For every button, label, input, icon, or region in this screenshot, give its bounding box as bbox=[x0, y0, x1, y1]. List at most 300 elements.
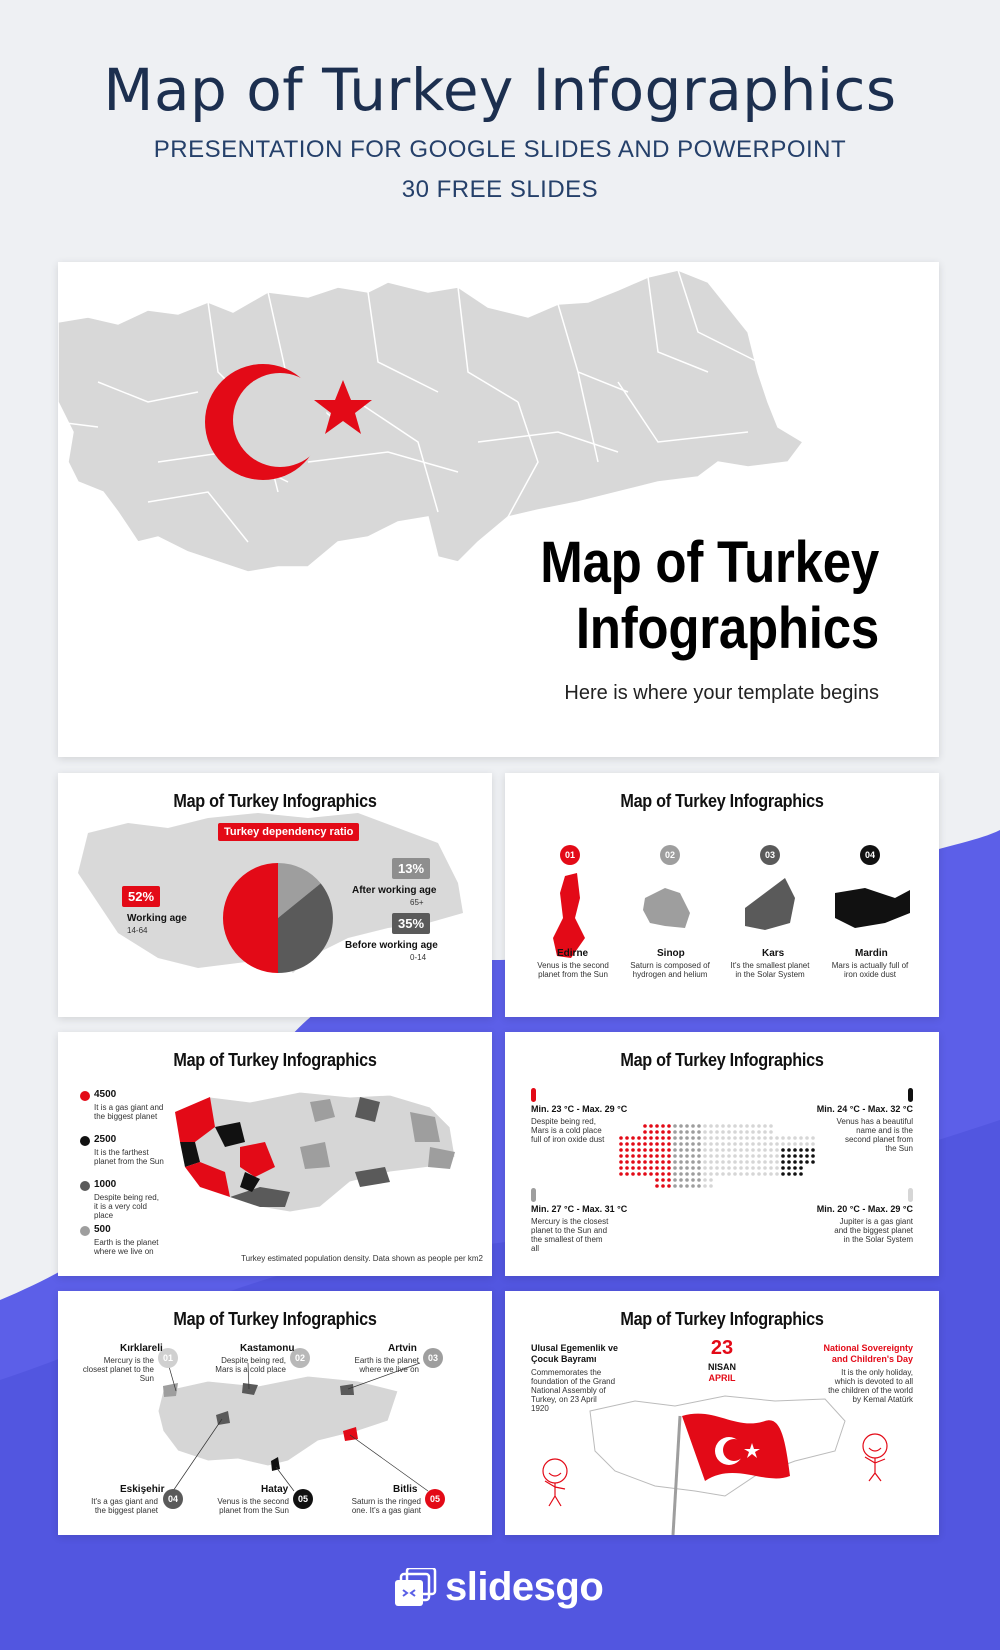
map-dot bbox=[739, 1160, 743, 1164]
before-working-pct: 35% bbox=[392, 913, 430, 934]
legend-desc: It is a gas giant and the biggest planet bbox=[94, 1103, 164, 1121]
map-dot bbox=[667, 1178, 671, 1182]
map-dot bbox=[787, 1166, 791, 1170]
legend-red-dot bbox=[80, 1091, 90, 1101]
city-number: 04 bbox=[163, 1489, 183, 1509]
map-dot bbox=[709, 1160, 713, 1164]
map-dot bbox=[625, 1154, 629, 1158]
slide-temperature[interactable] bbox=[505, 1032, 939, 1276]
before-working-label: Before working age bbox=[345, 940, 438, 951]
map-dot bbox=[721, 1130, 725, 1134]
map-dot bbox=[625, 1166, 629, 1170]
map-dot bbox=[769, 1160, 773, 1164]
city-desc: It's a gas giant and the biggest planet bbox=[91, 1497, 158, 1515]
map-dot bbox=[679, 1184, 683, 1188]
map-dot bbox=[703, 1160, 707, 1164]
map-dot bbox=[679, 1172, 683, 1176]
map-dot bbox=[793, 1160, 797, 1164]
map-dot bbox=[643, 1148, 647, 1152]
map-dot bbox=[697, 1178, 701, 1182]
map-dot bbox=[697, 1142, 701, 1146]
map-dot bbox=[697, 1130, 701, 1134]
map-dot bbox=[775, 1154, 779, 1158]
city-name: Kastamonu bbox=[240, 1343, 295, 1354]
map-dot bbox=[643, 1154, 647, 1158]
slide-title: Map of Turkey Infographics bbox=[620, 1050, 824, 1070]
map-dot bbox=[703, 1178, 707, 1182]
map-dot bbox=[727, 1160, 731, 1164]
slide-provinces[interactable] bbox=[505, 773, 939, 1017]
map-dot bbox=[691, 1130, 695, 1134]
map-dot bbox=[709, 1172, 713, 1176]
map-dot bbox=[739, 1154, 743, 1158]
map-dot bbox=[649, 1148, 653, 1152]
before-working-range: 0-14 bbox=[410, 953, 427, 962]
map-dot bbox=[631, 1160, 635, 1164]
holiday-month-tr: NISAN bbox=[707, 1362, 736, 1372]
map-dot bbox=[769, 1130, 773, 1134]
map-dot bbox=[709, 1154, 713, 1158]
cover-title-line1: Map of Turkey bbox=[540, 530, 879, 595]
working-age-label: Working age bbox=[127, 913, 187, 924]
map-dot bbox=[673, 1172, 677, 1176]
map-dot bbox=[703, 1154, 707, 1158]
map-dot bbox=[625, 1160, 629, 1164]
map-dot bbox=[619, 1160, 623, 1164]
map-dot bbox=[721, 1154, 725, 1158]
cover-title-line2: Infographics bbox=[575, 596, 879, 661]
map-dot bbox=[649, 1136, 653, 1140]
map-dot bbox=[673, 1136, 677, 1140]
map-dot bbox=[811, 1136, 815, 1140]
map-dot bbox=[673, 1130, 677, 1134]
brand-logo bbox=[393, 1565, 603, 1610]
province-desc: Saturn is composed of hydrogen and helium bbox=[630, 961, 710, 979]
map-dot bbox=[667, 1136, 671, 1140]
map-dot bbox=[673, 1160, 677, 1164]
temperature-desc: Jupiter is a gas giant and the biggest planet in the Solar System bbox=[834, 1217, 913, 1244]
map-dot bbox=[667, 1184, 671, 1188]
city-name: Artvin bbox=[388, 1343, 417, 1354]
city-desc: Venus is the second planet from the Sun bbox=[217, 1497, 289, 1515]
map-dot bbox=[619, 1166, 623, 1170]
map-dot bbox=[697, 1124, 701, 1128]
map-dot bbox=[781, 1154, 785, 1158]
map-dot bbox=[757, 1136, 761, 1140]
map-dot bbox=[739, 1166, 743, 1170]
map-dot bbox=[793, 1142, 797, 1146]
map-dot bbox=[733, 1160, 737, 1164]
map-dot bbox=[697, 1184, 701, 1188]
map-dot bbox=[637, 1142, 641, 1146]
map-dot bbox=[805, 1136, 809, 1140]
map-dot bbox=[649, 1172, 653, 1176]
map-dot bbox=[733, 1148, 737, 1152]
map-dot bbox=[619, 1142, 623, 1146]
map-dot bbox=[691, 1160, 695, 1164]
map-dot bbox=[649, 1124, 653, 1128]
map-dot bbox=[673, 1148, 677, 1152]
thermometer-icon bbox=[531, 1188, 536, 1202]
map-dot bbox=[685, 1124, 689, 1128]
temperature-range: Min. 20 °C - Max. 29 °C bbox=[816, 1204, 913, 1214]
map-dot bbox=[739, 1142, 743, 1146]
cover-tagline: Here is where your template begins bbox=[564, 682, 879, 704]
map-dot bbox=[691, 1178, 695, 1182]
province-name: Sinop bbox=[657, 948, 685, 959]
map-dot bbox=[685, 1160, 689, 1164]
map-dot bbox=[643, 1160, 647, 1164]
map-dot bbox=[793, 1136, 797, 1140]
map-dot bbox=[721, 1124, 725, 1128]
temperature-range: Min. 24 °C - Max. 32 °C bbox=[816, 1104, 913, 1114]
map-dot bbox=[691, 1166, 695, 1170]
map-dot bbox=[685, 1166, 689, 1170]
map-dot bbox=[745, 1148, 749, 1152]
legend-desc: Despite being red, it is a very cold place bbox=[94, 1193, 159, 1220]
province-number: 03 bbox=[760, 845, 780, 865]
map-dot bbox=[643, 1136, 647, 1140]
slide-title: Map of Turkey Infographics bbox=[620, 1309, 824, 1329]
map-dot bbox=[751, 1148, 755, 1152]
map-dot bbox=[673, 1166, 677, 1170]
map-dot bbox=[727, 1172, 731, 1176]
legend-value: 4500 bbox=[94, 1089, 117, 1100]
map-dot bbox=[691, 1136, 695, 1140]
map-dot bbox=[661, 1148, 665, 1152]
legend-black-dot bbox=[80, 1136, 90, 1146]
map-dot bbox=[799, 1136, 803, 1140]
map-dot bbox=[697, 1172, 701, 1176]
dependency-pie-chart bbox=[218, 858, 338, 978]
map-dot bbox=[637, 1148, 641, 1152]
map-dot bbox=[679, 1142, 683, 1146]
map-dot bbox=[673, 1184, 677, 1188]
map-dot bbox=[673, 1154, 677, 1158]
temperature-desc: Mercury is the closest planet to the Sun and the smallest of them all bbox=[531, 1217, 609, 1253]
map-dot bbox=[619, 1148, 623, 1152]
map-dot bbox=[769, 1136, 773, 1140]
working-age-range: 14-64 bbox=[127, 926, 148, 935]
map-dot bbox=[709, 1142, 713, 1146]
map-dot bbox=[733, 1124, 737, 1128]
map-dot bbox=[805, 1160, 809, 1164]
city-number: 03 bbox=[423, 1348, 443, 1368]
map-dot bbox=[787, 1160, 791, 1164]
holiday-desc-en: It is the only holiday, which is devoted to all the children of the world by Kemal Atatürk bbox=[828, 1368, 913, 1404]
map-dot bbox=[739, 1130, 743, 1134]
map-dot bbox=[727, 1124, 731, 1128]
map-dot bbox=[739, 1124, 743, 1128]
map-dot bbox=[781, 1142, 785, 1146]
map-dot bbox=[655, 1136, 659, 1140]
map-dot bbox=[727, 1166, 731, 1170]
city-desc: Earth is the planet where we live on bbox=[354, 1356, 419, 1374]
map-dot bbox=[811, 1142, 815, 1146]
map-dot bbox=[727, 1130, 731, 1134]
map-dot bbox=[811, 1160, 815, 1164]
map-dot bbox=[679, 1148, 683, 1152]
city-desc: Despite being red, Mars is a cold place bbox=[215, 1356, 286, 1374]
map-dot bbox=[721, 1166, 725, 1170]
map-dot bbox=[667, 1130, 671, 1134]
map-dot bbox=[715, 1148, 719, 1152]
city-name: Kırklareli bbox=[120, 1343, 163, 1354]
map-dot bbox=[733, 1142, 737, 1146]
map-dot bbox=[655, 1184, 659, 1188]
map-dot bbox=[661, 1130, 665, 1134]
map-dot bbox=[769, 1154, 773, 1158]
thermometer-icon bbox=[531, 1088, 536, 1102]
slide-population-density[interactable] bbox=[58, 1032, 492, 1276]
map-dot bbox=[667, 1160, 671, 1164]
map-dot bbox=[793, 1148, 797, 1152]
legend-grey-dot bbox=[80, 1226, 90, 1236]
holiday-month-en: APRIL bbox=[708, 1373, 736, 1383]
map-dot bbox=[781, 1166, 785, 1170]
map-dot bbox=[661, 1154, 665, 1158]
province-name: Kars bbox=[762, 948, 785, 959]
map-dot bbox=[751, 1142, 755, 1146]
map-dot bbox=[631, 1148, 635, 1152]
city-name: Eskişehir bbox=[120, 1484, 165, 1495]
map-dot bbox=[625, 1142, 629, 1146]
map-dot bbox=[685, 1148, 689, 1152]
map-dot bbox=[691, 1124, 695, 1128]
slide-dependency-ratio[interactable] bbox=[58, 773, 492, 1017]
map-dot bbox=[685, 1172, 689, 1176]
city-desc: Mercury is the closest planet to the Sun bbox=[82, 1356, 154, 1383]
dependency-badge: Turkey dependency ratio bbox=[218, 823, 359, 841]
map-dot bbox=[637, 1154, 641, 1158]
province-desc: It's the smallest planet in the Solar System bbox=[730, 961, 810, 979]
map-dot bbox=[655, 1142, 659, 1146]
map-dot bbox=[775, 1148, 779, 1152]
map-dot bbox=[787, 1136, 791, 1140]
legend-value: 1000 bbox=[94, 1179, 117, 1190]
map-dot bbox=[661, 1124, 665, 1128]
map-dot bbox=[685, 1178, 689, 1182]
map-dot bbox=[661, 1142, 665, 1146]
map-dot bbox=[655, 1172, 659, 1176]
map-dot bbox=[781, 1160, 785, 1164]
slide-title: Map of Turkey Infographics bbox=[173, 791, 377, 811]
map-dot bbox=[733, 1136, 737, 1140]
map-dot bbox=[679, 1178, 683, 1182]
map-dot bbox=[667, 1172, 671, 1176]
map-dot bbox=[649, 1154, 653, 1158]
map-dot bbox=[781, 1148, 785, 1152]
working-age-pct: 52% bbox=[122, 886, 160, 907]
map-dot bbox=[703, 1172, 707, 1176]
map-dot bbox=[685, 1130, 689, 1134]
province-desc: Venus is the second planet from the Sun bbox=[537, 961, 609, 979]
map-dot bbox=[697, 1148, 701, 1152]
map-dot bbox=[679, 1136, 683, 1140]
map-dot bbox=[799, 1172, 803, 1176]
holiday-title-en: National Sovereignty and Children's Day bbox=[823, 1343, 913, 1364]
map-dot bbox=[739, 1136, 743, 1140]
map-dot bbox=[715, 1130, 719, 1134]
temperature-range: Min. 27 °C - Max. 31 °C bbox=[531, 1204, 628, 1214]
cover-slide[interactable] bbox=[58, 262, 939, 757]
map-dot bbox=[643, 1142, 647, 1146]
map-dot bbox=[751, 1136, 755, 1140]
map-dot bbox=[643, 1166, 647, 1170]
map-dot bbox=[637, 1166, 641, 1170]
province-name: Edirne bbox=[557, 948, 589, 959]
map-dot bbox=[769, 1142, 773, 1146]
map-dot bbox=[763, 1148, 767, 1152]
map-dot bbox=[793, 1172, 797, 1176]
map-dot bbox=[655, 1124, 659, 1128]
map-dot bbox=[769, 1124, 773, 1128]
map-dot bbox=[685, 1184, 689, 1188]
city-number: 02 bbox=[290, 1348, 310, 1368]
map-dot bbox=[667, 1148, 671, 1152]
map-dot bbox=[775, 1142, 779, 1146]
map-dot bbox=[721, 1172, 725, 1176]
map-dot bbox=[655, 1148, 659, 1152]
province-number: 02 bbox=[660, 845, 680, 865]
legend-desc: Earth is the planet where we live on bbox=[94, 1238, 159, 1256]
map-dot bbox=[799, 1154, 803, 1158]
slide-cities[interactable] bbox=[58, 1291, 492, 1535]
map-dot bbox=[631, 1166, 635, 1170]
map-dot bbox=[655, 1130, 659, 1134]
temperature-dot-map bbox=[617, 1122, 817, 1212]
map-dot bbox=[715, 1124, 719, 1128]
map-dot bbox=[637, 1160, 641, 1164]
map-dot bbox=[727, 1136, 731, 1140]
map-dot bbox=[763, 1124, 767, 1128]
map-dot bbox=[745, 1130, 749, 1134]
map-dot bbox=[733, 1166, 737, 1170]
page-subtitle: PRESENTATION FOR GOOGLE SLIDES AND POWERPOINT bbox=[153, 136, 847, 163]
map-dot bbox=[763, 1130, 767, 1134]
map-dot bbox=[745, 1142, 749, 1146]
holiday-title-tr: Ulusal Egemenlik ve Çocuk Bayramı bbox=[531, 1343, 619, 1364]
thermometer-icon bbox=[908, 1088, 913, 1102]
map-dot bbox=[745, 1160, 749, 1164]
map-dot bbox=[709, 1136, 713, 1140]
map-dot bbox=[757, 1124, 761, 1128]
province-desc: Mars is actually full of iron oxide dust bbox=[831, 961, 909, 979]
map-dot bbox=[751, 1160, 755, 1164]
map-dot bbox=[763, 1172, 767, 1176]
map-dot bbox=[703, 1166, 707, 1170]
page-title: Map of Turkey Infographics bbox=[103, 56, 897, 124]
map-dot bbox=[691, 1148, 695, 1152]
map-dot bbox=[727, 1154, 731, 1158]
map-dot bbox=[619, 1136, 623, 1140]
map-dot bbox=[787, 1142, 791, 1146]
after-working-label: After working age bbox=[352, 885, 437, 896]
map-dot bbox=[703, 1124, 707, 1128]
map-dot bbox=[811, 1148, 815, 1152]
map-dot bbox=[733, 1172, 737, 1176]
map-dot bbox=[811, 1154, 815, 1158]
after-working-range: 65+ bbox=[410, 898, 424, 907]
map-dot bbox=[751, 1172, 755, 1176]
map-dot bbox=[679, 1124, 683, 1128]
map-dot bbox=[769, 1172, 773, 1176]
map-dot bbox=[619, 1154, 623, 1158]
province-number: 04 bbox=[860, 845, 880, 865]
city-name: Hatay bbox=[261, 1484, 289, 1495]
map-dot bbox=[679, 1154, 683, 1158]
map-dot bbox=[751, 1130, 755, 1134]
city-name: Bitlis bbox=[393, 1484, 418, 1495]
map-dot bbox=[763, 1142, 767, 1146]
map-dot bbox=[775, 1136, 779, 1140]
map-dot bbox=[631, 1154, 635, 1158]
map-dot bbox=[799, 1166, 803, 1170]
map-dot bbox=[739, 1148, 743, 1152]
map-dot bbox=[763, 1136, 767, 1140]
map-dot bbox=[685, 1142, 689, 1146]
map-dot bbox=[757, 1166, 761, 1170]
map-dot bbox=[649, 1160, 653, 1164]
map-dot bbox=[805, 1148, 809, 1152]
map-dot bbox=[697, 1136, 701, 1140]
map-dot bbox=[655, 1154, 659, 1158]
cover-title bbox=[540, 530, 879, 662]
map-dot bbox=[667, 1124, 671, 1128]
map-dot bbox=[763, 1154, 767, 1158]
map-dot bbox=[697, 1166, 701, 1170]
map-dot bbox=[703, 1148, 707, 1152]
slide-title: Map of Turkey Infographics bbox=[620, 791, 824, 811]
map-dot bbox=[751, 1154, 755, 1158]
after-working-pct: 13% bbox=[392, 858, 430, 879]
slide-holiday[interactable] bbox=[505, 1291, 939, 1535]
map-dot bbox=[757, 1148, 761, 1152]
map-dot bbox=[637, 1172, 641, 1176]
map-dot bbox=[733, 1130, 737, 1134]
map-dot bbox=[781, 1172, 785, 1176]
map-dot bbox=[703, 1142, 707, 1146]
slide-title: Map of Turkey Infographics bbox=[173, 1309, 377, 1329]
map-dot bbox=[769, 1148, 773, 1152]
map-dot bbox=[775, 1160, 779, 1164]
map-dot bbox=[685, 1136, 689, 1140]
map-dot bbox=[763, 1160, 767, 1164]
map-dot bbox=[643, 1124, 647, 1128]
density-caption: Turkey estimated population density. Data shown as people per km2 bbox=[241, 1254, 483, 1263]
map-dot bbox=[715, 1136, 719, 1140]
map-dot bbox=[655, 1178, 659, 1182]
province-number: 01 bbox=[560, 845, 580, 865]
city-number: 05 bbox=[425, 1489, 445, 1509]
map-dot bbox=[697, 1160, 701, 1164]
map-dot bbox=[691, 1184, 695, 1188]
map-dot bbox=[745, 1166, 749, 1170]
map-dot bbox=[667, 1166, 671, 1170]
map-dot bbox=[685, 1154, 689, 1158]
flag-illustration bbox=[505, 1291, 939, 1535]
map-dot bbox=[745, 1124, 749, 1128]
map-dot bbox=[661, 1178, 665, 1182]
map-dot bbox=[727, 1142, 731, 1146]
map-dot bbox=[775, 1166, 779, 1170]
map-dot bbox=[721, 1160, 725, 1164]
map-dot bbox=[709, 1184, 713, 1188]
map-dot bbox=[745, 1154, 749, 1158]
map-dot bbox=[781, 1136, 785, 1140]
map-dot bbox=[673, 1142, 677, 1146]
map-dot bbox=[715, 1142, 719, 1146]
